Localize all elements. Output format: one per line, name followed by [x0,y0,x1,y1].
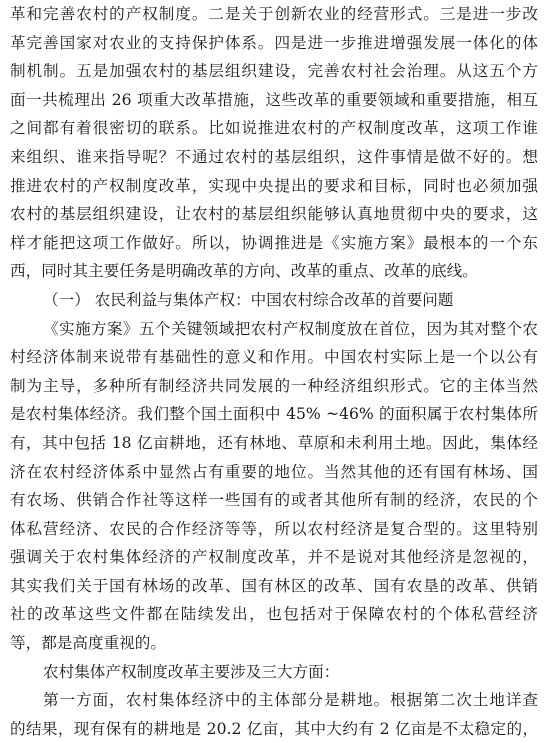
text-line-25: 第一方面，农村集体经济中的主体部分是耕地。根据第二次土地详查 [43,691,538,710]
text-line-13: 村经济体制来说带有基础性的意义和作用。中国农村实际上是一个以公有 [10,348,538,367]
text-line-21: 其实我们关于国有林场的改革、国有林区的改革、国有农垦的改革、供销 [10,576,538,595]
text-line-15: 是农村集体经济。我们整个国土面积中 45% ~46% 的面积属于农村集体所 [10,405,538,424]
text-line-5: 之间都有着很密切的联系。比如说推进农村的产权制度改革，这项工作谁 [10,119,538,138]
text-line-20: 强调关于农村集体经济的产权制度改革，并不是说对其他经济是忽视的， [10,548,538,567]
section-heading: （一） 农民利益与集体产权：中国农村综合改革的首要问题 [43,290,454,309]
document-page [10,0,538,738]
text-line-19: 体私营经济、农民的合作经济等等，所以农村经济是复合型的。这里特别 [10,519,538,538]
text-line-6: 来组织、谁来指导呢？不通过农村的基层组织，这件事情是做不好的。想 [10,147,538,166]
text-line-14: 制为主导，多种所有制经济共同发展的一种经济组织形式。它的主体当然 [10,376,538,395]
text-line-1: 革和完善农村的产权制度。二是关于创新农业的经营形式。三是进一步改 [10,5,538,23]
text-line-22: 社的改革这些文件都在陆续发出，也包括对于保障农村的个体私营经济 [10,605,538,624]
text-line-7: 推进农村的产权制度改革，实现中央提出的要求和目标，同时也必须加强 [10,176,538,195]
text-line-23: 等，都是高度重视的。 [10,634,166,653]
text-line-26: 的结果，现有保有的耕地是 20.2 亿亩，其中大约有 2 亿亩是不太稳定的， [10,719,538,738]
text-line-12: 《实施方案》五个关键领域把农村产权制度放在首位，因为其对整个农 [43,319,538,338]
text-line-9: 样才能把这项工作做好。所以，协调推进是《实施方案》最根本的一个东 [10,233,538,252]
text-line-3: 制机制。五是加强农村的基层组织建设，完善农村社会治理。从这五个方 [10,62,538,81]
text-line-8: 农村的基层组织建设，让农村的基层组织能够认真地贯彻中央的要求，这 [10,205,538,224]
text-line-4: 面一共梳理出 26 项重大改革措施，这些改革的重要领域和重要措施，相互 [10,90,538,109]
text-line-10: 西，同时其主要任务是明确改革的方向、改革的重点、改革的底线。 [10,262,478,281]
text-line-18: 有农场、供销合作社等这样一些国有的或者其他所有制的经济，农民的个 [10,491,538,510]
text-line-24: 农村集体产权制度改革主要涉及三大方面： [43,662,340,681]
text-line-16: 有，其中包括 18 亿亩耕地，还有林地、草原和未利用土地。因此，集体经 [10,433,538,452]
text-line-17: 济在农村经济体系中显然占有重要的地位。当然其他的还有国有林场、国 [10,462,538,481]
text-line-2: 革完善国家对农业的支持保护体系。四是进一步推进增强发展一体化的体 [10,33,538,52]
